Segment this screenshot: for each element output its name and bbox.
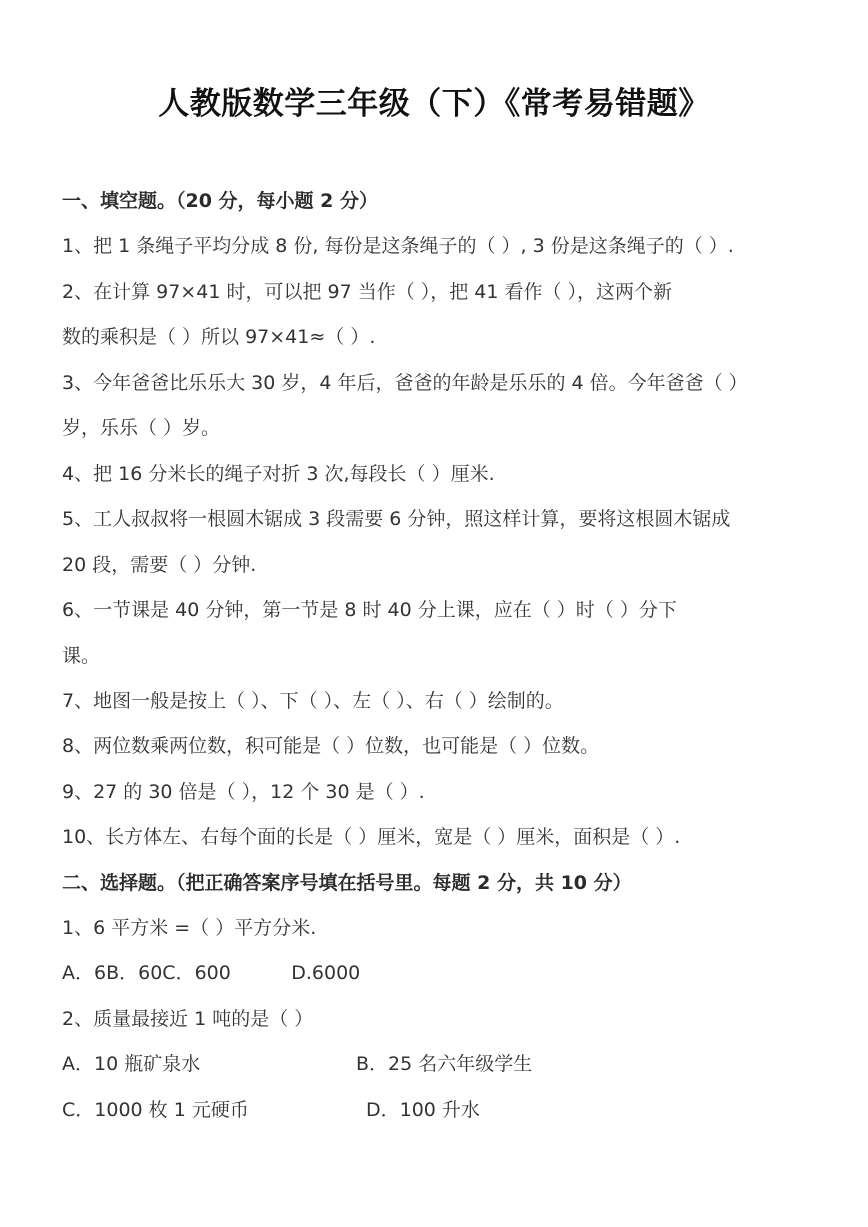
choice-option-a: A．10 瓶矿泉水	[62, 1053, 201, 1075]
choice-option-d: D．100 升水	[366, 1099, 480, 1121]
choice-question-1-options: A．6B．60C．600 D.6000	[62, 962, 361, 984]
choice-option-b: B．25 名六年级学生	[356, 1053, 533, 1075]
question-7: 7、地图一般是按上（ ）、下（ ）、左（ ）、右（ ）绘制的。	[62, 690, 564, 712]
choice-question-1: 1、6 平方米 =（ ）平方分米.	[62, 917, 317, 939]
question-2-line-2: 数的乘积是（ ）所以 97×41≈（ ）.	[62, 326, 376, 348]
question-5-line-1: 5、工人叔叔将一根圆木锯成 3 段需要 6 分钟，照这样计算，要将这根圆木锯成	[62, 508, 731, 530]
question-6-line-1: 6、一节课是 40 分钟，第一节是 8 时 40 分上课，应在（ ）时（ ）分下	[62, 599, 677, 621]
question-3-line-1: 3、今年爸爸比乐乐大 30 岁，4 年后，爸爸的年龄是乐乐的 4 倍。今年爸爸（ ）	[62, 372, 748, 394]
choice-question-2: 2、质量最接近 1 吨的是（ ）	[62, 1008, 314, 1030]
question-3-line-2: 岁，乐乐（ ）岁。	[62, 417, 221, 439]
question-9: 9、27 的 30 倍是（ ），12 个 30 是（ ）.	[62, 781, 425, 803]
section-heading-multiple-choice: 二、选择题。（把正确答案序号填在括号里。每题 2 分，共 10 分）	[62, 872, 632, 894]
page-title: 人教版数学三年级（下）《常考易错题》	[158, 86, 710, 122]
question-2-line-1: 2、在计算 97×41 时，可以把 97 当作（ ），把 41 看作（ ），这两个新	[62, 281, 673, 303]
question-4: 4、把 16 分米长的绳子对折 3 次,每段长（ ）厘米.	[62, 463, 495, 485]
question-1: 1、把 1 条绳子平均分成 8 份, 每份是这条绳子的（ ）, 3 份是这条绳子的（ ）.	[62, 235, 734, 257]
section-heading-fill-blank: 一、填空题。（20 分，每小题 2 分）	[62, 190, 379, 212]
question-6-line-2: 课。	[62, 645, 101, 667]
question-8: 8、两位数乘两位数，积可能是（ ）位数，也可能是（ ）位数。	[62, 735, 600, 757]
choice-option-c: C．1000 枚 1 元硬币	[62, 1099, 249, 1121]
question-5-line-2: 20 段，需要（ ）分钟.	[62, 554, 257, 576]
question-10: 10、长方体左、右每个面的长是（ ）厘米，宽是（ ）厘米，面积是（ ）.	[62, 826, 681, 848]
